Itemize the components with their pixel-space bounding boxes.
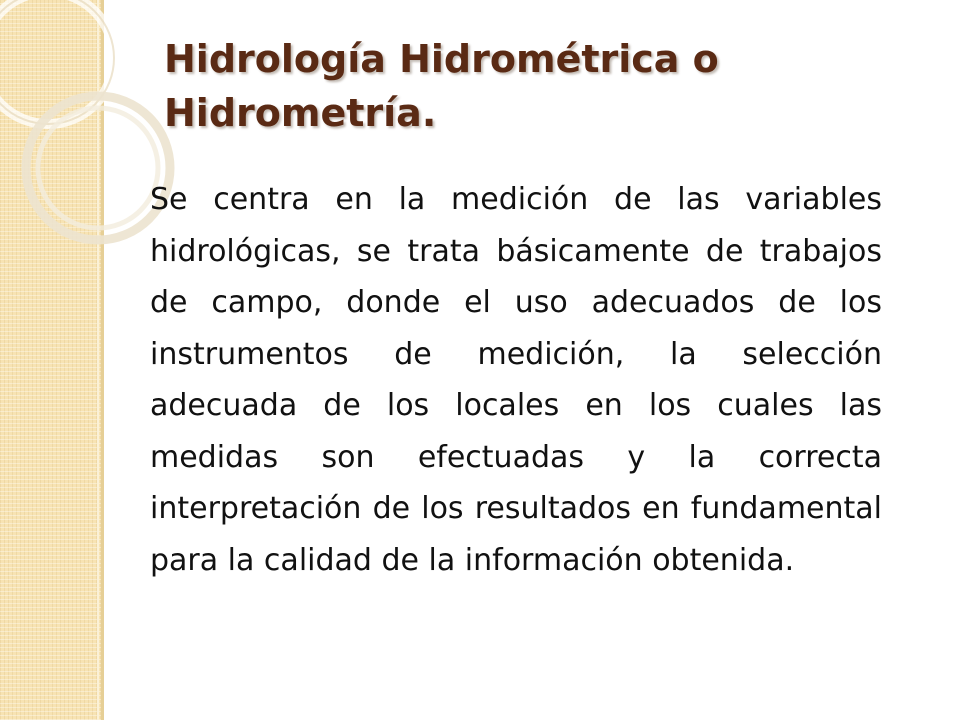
slide-body-paragraph: Se centra en la medición de las variables hidrológicas, se trata básicamente de trabajos de campo, donde el uso adecuados de los instrumentos de medición, la selección adecuada de los locales en los cuales las medidas son efectuadas y la correcta interpretación de los resultados en fundamental para la calidad de la información obtenida.: [150, 182, 882, 578]
slide-title: Hidrología Hidrométrica o Hidrometría.: [164, 37, 719, 135]
decorative-side-band: [0, 0, 104, 720]
side-band-edge: [97, 0, 99, 720]
